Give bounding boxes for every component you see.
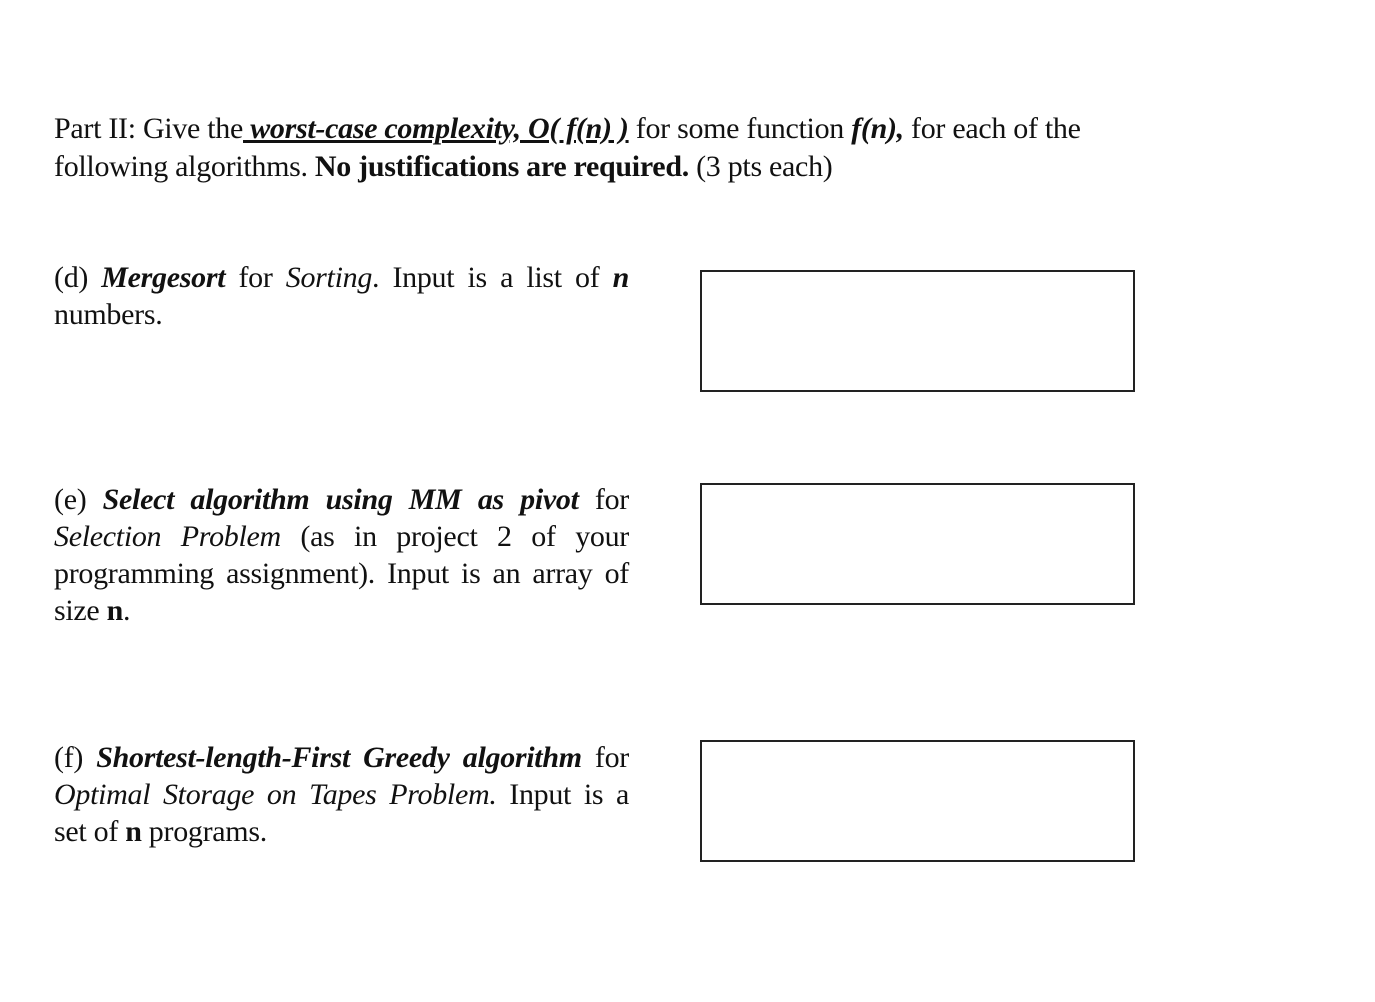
question-e xyxy=(54,481,629,629)
instructions-line-2 xyxy=(54,148,1254,186)
problem-name: Optimal Storage on Tapes Problem. xyxy=(54,778,497,811)
question-f xyxy=(54,739,629,850)
answer-box-e[interactable] xyxy=(700,483,1135,605)
instructions-text: Part II: Give the xyxy=(54,112,244,145)
algorithm-name: Shortest-length-First Greedy algorithm xyxy=(96,741,582,774)
question-text: programs. xyxy=(141,815,267,848)
instructions xyxy=(54,110,1254,186)
instructions-text: for each of the xyxy=(903,112,1081,145)
question-label: (d) xyxy=(54,261,102,294)
points-note: (3 pts each) xyxy=(688,150,833,183)
answer-box-f[interactable] xyxy=(700,740,1135,862)
question-label: (f) xyxy=(54,741,97,774)
input-size-variable: n xyxy=(125,815,142,848)
input-size-variable: n xyxy=(612,261,630,294)
question-text: numbers. xyxy=(54,298,163,331)
instructions-text: for some function xyxy=(628,112,852,145)
no-justification-note: No justifications are required. xyxy=(314,150,689,183)
question-d xyxy=(54,259,629,333)
answer-box-d[interactable] xyxy=(700,270,1135,392)
question-label: (e) xyxy=(54,483,103,516)
question-text: for xyxy=(581,741,629,774)
question-text: for xyxy=(225,261,286,294)
algorithm-name: Select algorithm using MM as pivot xyxy=(102,483,579,516)
problem-name: Sorting xyxy=(285,261,373,294)
question-text: for xyxy=(578,483,629,516)
question-text: Input is a set of xyxy=(54,778,629,848)
input-size-variable: n xyxy=(106,594,124,627)
function-fn: f(n), xyxy=(851,112,904,145)
algorithm-name: Mergesort xyxy=(101,261,226,294)
problem-name: Selection Problem xyxy=(54,520,281,553)
question-text: . Input is a list of xyxy=(372,261,613,294)
instructions-line-1 xyxy=(54,110,1254,148)
question-text: (as in project 2 of your programming assignment). Input is an array of size xyxy=(54,520,629,627)
question-text: . xyxy=(123,594,131,627)
worst-case-complexity-emphasis: worst-case complexity, O( f(n) ) xyxy=(243,112,629,145)
instructions-text: following algorithms. xyxy=(54,150,315,183)
